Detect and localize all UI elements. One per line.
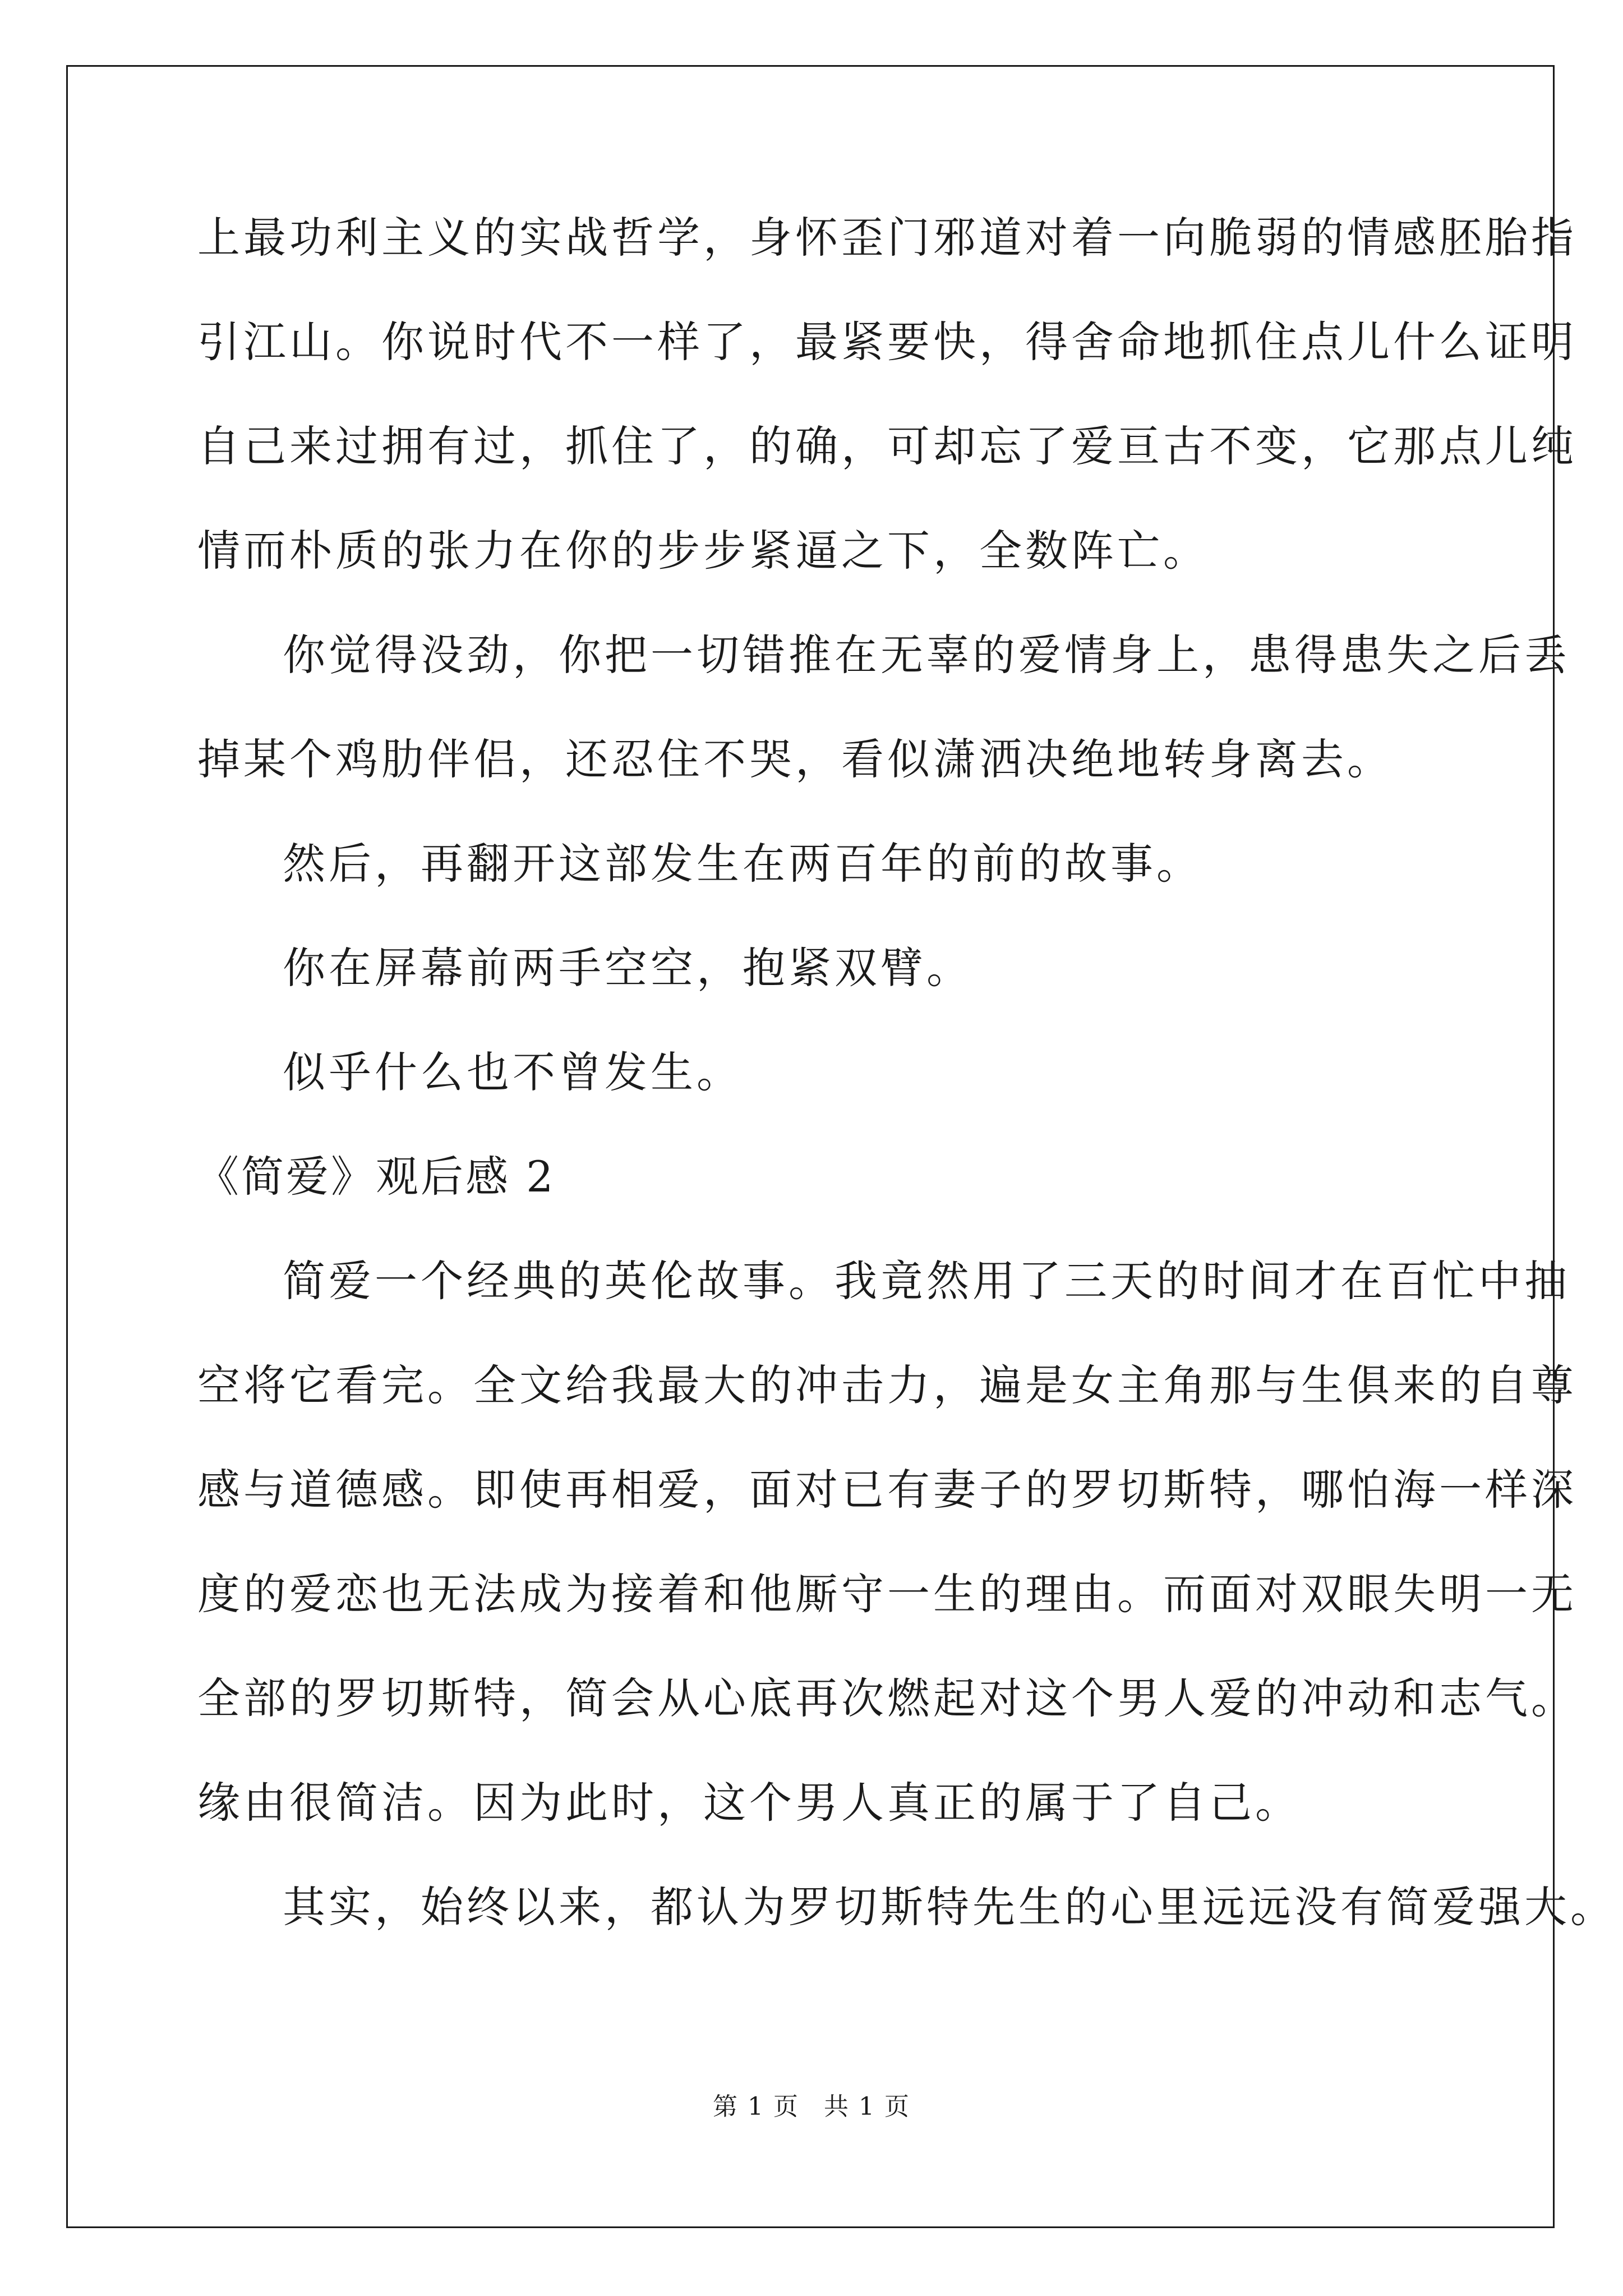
text-line: 你觉得没劲，你把一切错推在无辜的爱情身上，患得患失之后丢 — [283, 630, 1570, 680]
text-line: 空将它看完。全文给我最大的冲击力，遍是女主角那与生俱来的自尊 — [197, 1360, 1577, 1410]
text-line: 感与道德感。即使再相爱，面对已有妻子的罗切斯特，哪怕海一样深 — [197, 1465, 1577, 1515]
text-line: 情而朴质的张力在你的步步紧逼之下，全数阵亡。 — [197, 526, 1209, 576]
text-line: 引江山。你说时代不一样了，最紧要快，得舍命地抓住点儿什么证明 — [197, 317, 1577, 367]
paragraph — [197, 839, 1431, 889]
text-line: 你在屏幕前两手空空，抱紧双臂。 — [283, 943, 972, 993]
paragraph — [197, 1048, 1431, 1097]
text-line: 度的爱恋也无法成为接着和他厮守一生的理由。而面对双眼失明一无 — [197, 1569, 1577, 1619]
text-line: 掉某个鸡肋伴侣，还忍住不哭，看似潇洒决绝地转身离去。 — [197, 734, 1393, 784]
document-body — [196, 213, 1616, 1932]
text-line: 似乎什么也不曾发生。 — [283, 1047, 743, 1097]
text-line: 缘由很简洁。因为此时，这个男人真正的属于了自己。 — [197, 1778, 1301, 1828]
paragraph — [197, 1882, 1616, 1932]
paragraph — [197, 630, 1570, 784]
text-line: 自己来过拥有过，抓住了，的确，可却忘了爱亘古不变，它那点儿纯 — [197, 421, 1577, 471]
paragraph — [197, 1256, 1577, 1828]
text-line: 其实，始终以来，都认为罗切斯特先生的心里远远没有简爱强大。 — [283, 1882, 1616, 1932]
page-total: 共 1 页 — [824, 2092, 910, 2121]
text-line: 上最功利主义的实战哲学，身怀歪门邪道对着一向脆弱的情感胚胎指 — [197, 213, 1577, 263]
paragraph — [197, 213, 1577, 576]
page-number: 第 1 页 — [713, 2092, 799, 2121]
text-line: 然后，再翻开这部发生在两百年的前的故事。 — [283, 839, 1202, 889]
text-line: 全部的罗切斯特，简会从心底再次燃起对这个男人爱的冲动和志气。 — [197, 1673, 1577, 1723]
section-heading: 《简爱》观后感 2 — [196, 1152, 556, 1202]
text-line: 简爱一个经典的英伦故事。我竟然用了三天的时间才在百忙中抽 — [283, 1256, 1570, 1306]
page-footer — [0, 2091, 1623, 2123]
paragraph — [197, 944, 1431, 993]
